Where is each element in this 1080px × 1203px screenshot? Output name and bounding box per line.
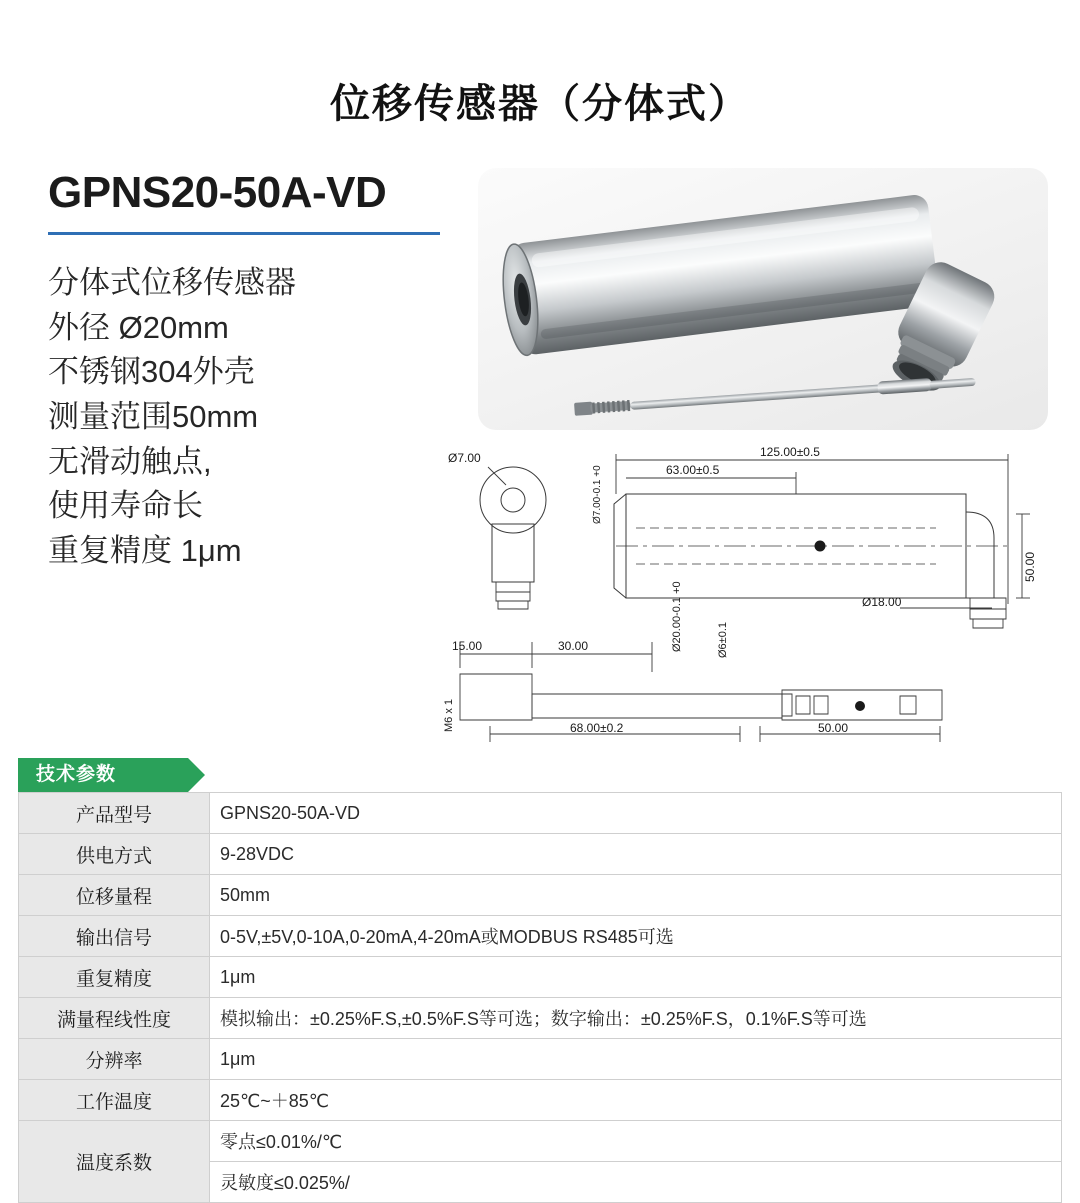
dim-label: 50.00	[1023, 551, 1037, 582]
dim-label: M6 x 1	[443, 698, 455, 732]
dim-label: Ø6±0.1	[717, 621, 729, 658]
product-photo	[478, 168, 1048, 430]
left-info-column	[48, 168, 468, 573]
feature-item: 测量范围50mm	[48, 398, 259, 434]
spec-value: 25℃~＋85℃	[210, 1080, 1062, 1121]
sensor-illustration	[478, 168, 1048, 430]
table-row	[19, 875, 1062, 916]
spec-value: 零点≤0.01%/℃	[210, 1121, 1062, 1162]
model-number: GPNS20-50A-VD	[48, 168, 387, 217]
spec-key: 位移量程	[19, 875, 210, 916]
table-row	[19, 1121, 1062, 1162]
center-dot	[815, 541, 826, 552]
feature-item: 无滑动触点,	[48, 443, 212, 479]
dim-label: 68.00±0.2	[570, 721, 624, 735]
spec-table	[18, 792, 1062, 1203]
title-divider	[48, 232, 440, 235]
spec-key: 重复精度	[19, 957, 210, 998]
feature-item: 外径 Ø20mm	[48, 309, 229, 345]
table-row	[19, 957, 1062, 998]
spec-value: 灵敏度≤0.025%/	[210, 1162, 1062, 1203]
feature-list	[48, 261, 468, 573]
spec-value: 50mm	[210, 875, 1062, 916]
center-dot-plan	[855, 701, 865, 711]
spec-key: 产品型号	[19, 793, 210, 834]
table-row	[19, 916, 1062, 957]
technical-drawing	[430, 432, 1060, 752]
dim-label: 125.00±0.5	[760, 445, 820, 459]
table-row	[19, 1039, 1062, 1080]
dim-label: Ø20.00-0.1 +0	[671, 581, 683, 652]
spec-key: 分辨率	[19, 1039, 210, 1080]
spec-key: 工作温度	[19, 1080, 210, 1121]
dim-label: 50.00	[818, 721, 849, 735]
spec-value: 9-28VDC	[210, 834, 1062, 875]
dim-label: 63.00±0.5	[666, 463, 720, 477]
page-title: 位移传感器（分体式）	[330, 82, 750, 126]
feature-item: 分体式位移传感器	[48, 265, 296, 300]
spec-key: 供电方式	[19, 834, 210, 875]
dim-label: 15.00	[452, 639, 483, 653]
spec-key: 输出信号	[19, 916, 210, 957]
table-row	[19, 998, 1062, 1039]
feature-item: 重复精度 1μm	[48, 532, 242, 568]
spec-value: 模拟输出：±0.25%F.S,±0.5%F.S等可选；数字输出：±0.25%F.S，0.1%F.S等可选	[210, 998, 1062, 1039]
table-row	[19, 834, 1062, 875]
table-row	[19, 793, 1062, 834]
spec-section	[18, 758, 1062, 1203]
spec-key: 温度系数	[19, 1121, 210, 1203]
dim-label: 30.00	[558, 639, 589, 653]
spec-value: GPNS20-50A-VD	[210, 793, 1062, 834]
dimension-drawing	[430, 432, 1060, 752]
spec-value: 1μm	[210, 957, 1062, 998]
table-row	[19, 1080, 1062, 1121]
dim-label: Ø7.00	[448, 451, 481, 465]
dim-label: Ø7.00-0.1 +0	[592, 465, 603, 524]
spec-section-tag: 技术参数	[18, 758, 188, 792]
feature-item: 不锈钢304外壳	[48, 354, 255, 390]
spec-value: 0-5V,±5V,0-10A,0-20mA,4-20mA或MODBUS RS485可选	[210, 916, 1062, 957]
spec-key: 满量程线性度	[19, 998, 210, 1039]
feature-item: 使用寿命长	[48, 488, 203, 524]
spec-value: 1μm	[210, 1039, 1062, 1080]
dim-label: Ø18.00	[862, 595, 902, 609]
